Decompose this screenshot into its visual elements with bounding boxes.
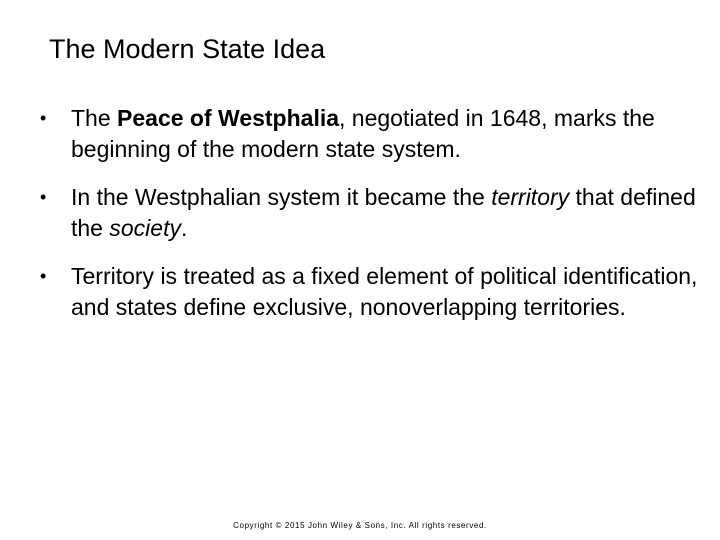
bullet-item (40, 261, 700, 323)
text-run-bold: Peace of Westphalia (117, 105, 340, 131)
bullet-item (40, 182, 700, 244)
slide-title: The Modern State Idea (49, 34, 326, 64)
bullet-marker: • (40, 108, 47, 128)
bullet-list (40, 103, 700, 323)
text-run: , negotiated in 1648, marks the beginning of the modern state system. (71, 105, 655, 162)
bullet-text (71, 103, 700, 165)
bullet-marker: • (40, 266, 47, 286)
text-run: The (71, 105, 118, 131)
text-run-italic: society (109, 215, 181, 241)
copyright-footer: Copyright © 2015 John Wiley & Sons, Inc. All rights reserved. (233, 521, 487, 530)
text-run: . (180, 215, 188, 241)
text-run-italic: territory (491, 184, 570, 210)
text-run: Territory is treated as a fixed element of political identification, and states define exclusive, nonoverlapping territories. (71, 263, 698, 320)
bullet-text (71, 182, 700, 244)
bullet-marker: • (40, 187, 47, 207)
bullet-item (40, 103, 700, 165)
text-run: that defined the (71, 184, 696, 241)
bullet-text (71, 261, 700, 323)
text-run: In the Westphalian system it became the (71, 184, 492, 210)
